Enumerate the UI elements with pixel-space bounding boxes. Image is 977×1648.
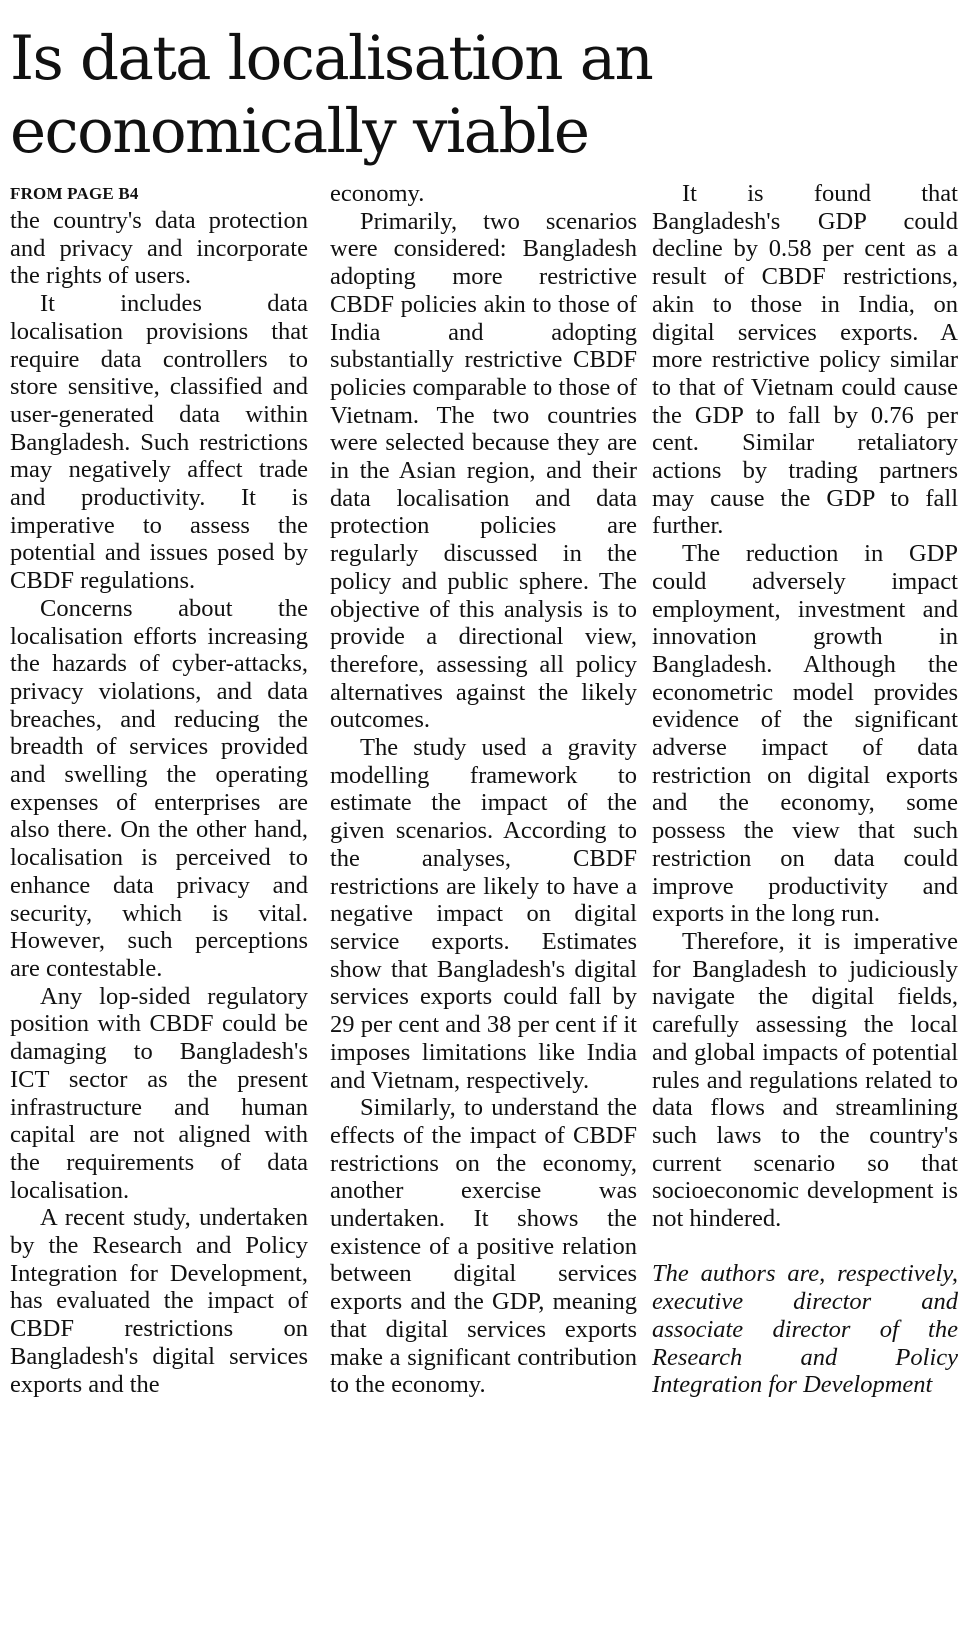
kicker: FROM PAGE B4 [10, 184, 139, 203]
article-column-3 [652, 180, 958, 1399]
paragraph: Concerns about the localisation efforts increasing the hazards of cyber-attacks, privacy violations, and data breaches, and reducing the breadth of services provided and swelling the operating expenses of enterprises are also there. On the other hand, localisation is perceived to enhance data privacy and security, which is vital. However, such perceptions are contestable. [10, 594, 308, 982]
author-byline: The authors are, respectively, executive director and associate director of the Research and Policy Integration for Development [652, 1260, 958, 1399]
paragraph: It is found that Bangladesh's GDP could decline by 0.58 per cent as a result of CBDF restrictions, akin to those in India, on digital services exports. A more restrictive policy similar to that of Vietnam could cause the GDP to fall by 0.76 per cent. Similar retaliatory actions by trading partners may cause the GDP to fall further. [652, 180, 958, 540]
paragraph: A recent study, undertaken by the Research and Policy Integration for Development, has evaluated the impact of CBDF restrictions on Bangladesh's digital services exports and the [10, 1204, 308, 1398]
paragraph: The reduction in GDP could adversely impact employment, investment and innovation growth in Bangladesh. Although the econometric model provides evidence of the significant adverse impact of data restriction on digital exports and the economy, some possess the view that such restriction on data could improve productivity and exports in the long run. [652, 540, 958, 928]
article-column-1 [10, 180, 308, 1398]
paragraph: Any lop-sided regulatory position with CBDF could be damaging to Bangladesh's ICT sector as the present infrastructure and human capital are not aligned with the requirements of data localisation. [10, 982, 308, 1204]
paragraph: Similarly, to understand the effects of the impact of CBDF restrictions on the economy, another exercise was undertaken. It shows the existence of a positive relation between digital services exports and the GDP, meaning that digital services exports make a significant contribution to the economy. [330, 1094, 637, 1399]
paragraph: The study used a gravity modelling framework to estimate the impact of the given scenarios. According to the analyses, CBDF restrictions are likely to have a negative impact on digital service exports. Estimates show that Bangladesh's digital services exports could fall by 29 per cent and 38 per cent if it imposes limitations like India and Vietnam, respectively. [330, 734, 637, 1094]
paragraph: Primarily, two scenarios were considered: Bangladesh adopting more restrictive CBDF policies akin to those of India and adopting substantially restrictive CBDF policies comparable to those of Vietnam. The two countries were selected because they are in the Asian region, and their data localisation and data protection policies are regularly discussed in the policy and public sphere. The objective of this analysis is to provide a directional view, therefore, assessing all policy alternatives against the likely outcomes. [330, 207, 637, 734]
paragraph: the country's data protection and privacy and incorporate the rights of users. [10, 207, 308, 290]
paragraph: economy. [330, 180, 425, 207]
paragraph: It includes data localisation provisions that require data controllers to store sensitive, classified and user-generated data within Bangladesh. Such restrictions may negatively affect trade and productivity. It is imperative to assess the potential and issues posed by CBDF regulations. [10, 290, 308, 595]
article-column-2 [330, 180, 637, 1399]
paragraph: Therefore, it is imperative for Bangladesh to judiciously navigate the digital fields, carefully assessing the local and global impacts of potential rules and regulations related to data flows and streamlining such laws to the country's current scenario so that socioeconomic development is not hindered. [652, 927, 958, 1233]
headline: Is data localisation an economically viable [10, 23, 653, 167]
